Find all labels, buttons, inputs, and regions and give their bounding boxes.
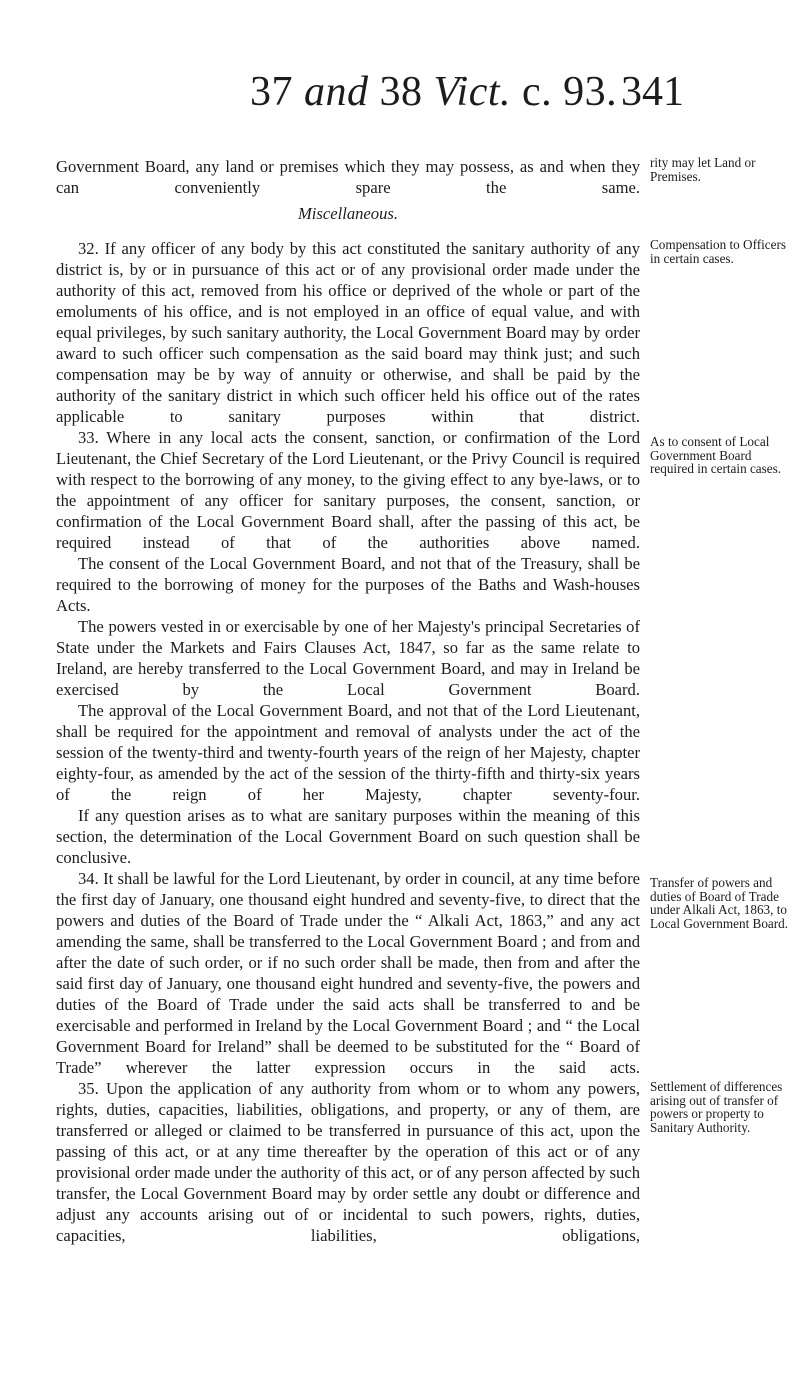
header-number-38: 38 [379,69,423,115]
paragraph-text: The consent of the Local Government Board, and not that of the Treasury, shall be required to the borrowing of money for the purposes of the Baths and Wash-houses Acts. [56,554,640,615]
paragraph-text: If any question arises as to what are sanitary purposes within the meaning of this section, the determination of the Local Government Board on such question shall be conclusive. [56,806,640,867]
opening-paragraph [56,156,796,198]
margin-note-consent: As to consent of Local Government Board required in certain cases. [650,434,782,477]
running-header [0,68,800,128]
page-number: 341 [621,69,684,115]
margin-note-settlement: Settlement of differences arising out of transfer of powers or property to Sanitary Authority. [650,1079,783,1135]
page-body [56,156,796,1246]
paragraph-35 [56,1078,796,1246]
margin-note-transfer: Transfer of powers and duties of Board of Trade under Alkali Act, 1863, to Local Government Board. [650,875,789,931]
paragraph-33 [56,427,796,553]
header-statute-left [250,68,617,116]
opening-text: Government Board, any land or premises which they may possess, as and when they can conveniently spare the same. [56,157,640,197]
paragraph-text: 35. Upon the application of any authority from whom or to whom any powers, rights, duties, capacities, liabilities, obligations, and property, or any of them, are transferred or alleged or claimed to be transferred in pursuance of this act, upon the passing of this act, or at any time thereafter by the operation of this act or of any provisional order made under the authority of this act, or of any person affected by such transfer, the Local Government Board may by order settle any doubt or difference and adjust any accounts arising out of or incidental to such powers, rights, duties, capacities, liabilities, obligations, [56,1079,640,1245]
paragraph-markets [56,616,796,700]
paragraph-question [56,805,796,868]
paragraph-32 [56,238,796,427]
header-vict: Vict. [433,69,512,115]
margin-note-compensation: Compensation to Officers in certain cases. [650,237,787,266]
paragraph-text: The approval of the Local Government Board, and not that of the Lord Lieutenant, shall be required for the appointment and removal of analysts under the act of the session of the twenty-third and twenty-fourth years of the reign of her Majesty, chapter eighty-four, as amended by the act of the session of the thirty-fifth and thirty-six years of the reign of her Majesty, chapter seventy-four. [56,701,640,804]
opening-margin-note: rity may let Land or Premises. [650,155,756,184]
paragraph-34 [56,868,796,1078]
header-chapter: c. 93. [522,69,618,115]
paragraph-text: 33. Where in any local acts the consent, sanction, or confirmation of the Lord Lieutenant, the Chief Secretary of the Lord Lieutenant, or the Privy Council is required with respect to the borrowing of any money, to the giving effect to any bye-laws, or to the appointment of any officer for sanitary purposes, the consent, sanction, or confirmation of the Local Government Board shall, after the passing of this act, be required instead of that of the authorities above named. [56,428,640,552]
paragraph-analysts [56,700,796,805]
paragraph-text: 32. If any officer of any body by this act constituted the sanitary authority of any district is, by or in pursuance of this act or of any provisional order made under the authority of this act, removed from his office or deprived of the whole or part of the emoluments of his office, and is not employed in an office of equal value, and with equal privileges, by such sanitary authority, the Local Government Board may by order award to such officer such compensation as the said board may think just; and such compensation may be by way of annuity or otherwise, and shall be paid by the authority of the sanitary district in which such officer held his office out of the rates applicable to sanitary purposes within that district. [56,239,640,426]
header-number-37: 37 [250,69,293,115]
paragraph-text: The powers vested in or exercisable by one of her Majesty's principal Secretaries of State under the Markets and Fairs Clauses Act, 1847, so far as the same relate to Ireland, are hereby transferred to the Local Government Board, and may in Ireland be exercised by the Local Government Board. [56,617,640,699]
section-heading: Miscellaneous. [297,204,398,223]
paragraph-text: 34. It shall be lawful for the Lord Lieutenant, by order in council, at any time before the first day of January, one thousand eight hundred and seventy-five, to direct that the powers and duties of the Board of Trade under the “ Alkali Act, 1863,” and any act amending the same, shall be transferred to the Local Government Board ; and from and after the date of such order, or if no such order shall be made, then from and after the said first day of January, one thousand eight hundred and seventy-five, the powers and duties of the Board of Trade under the said acts shall be transferred to and be exercisable and performed in Ireland by the Local Government Board ; and “ the Local Government Board for Ireland” shall be deemed to be substituted for the “ Board of Trade” wherever the latter expression occurs in the said acts. [56,869,640,1077]
paragraph-treasury [56,553,796,616]
header-and: and [304,69,369,115]
